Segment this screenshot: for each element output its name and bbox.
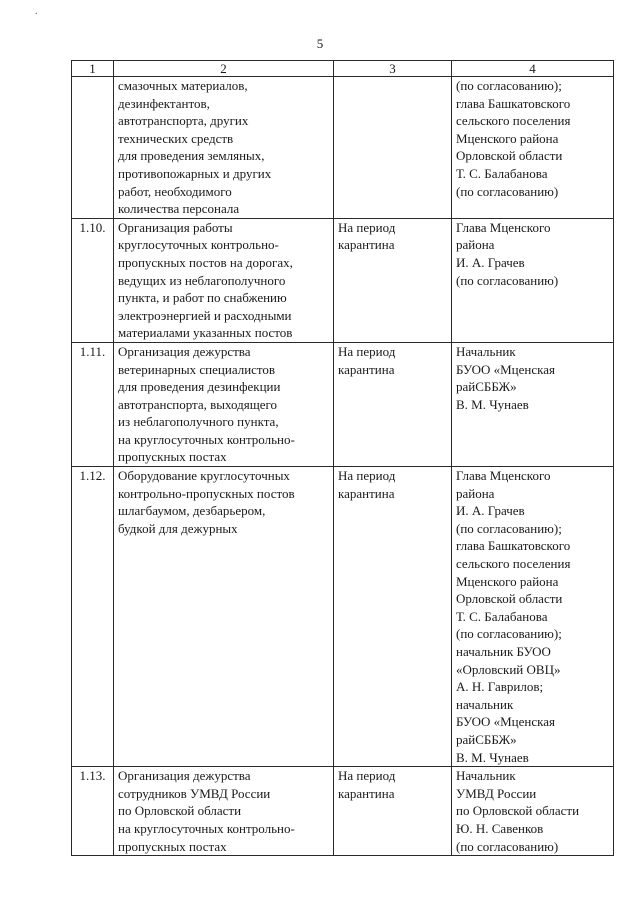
term-cell: На период карантина xyxy=(334,767,452,856)
task-cell: Организация дежурства сотрудников УМВД России по Орловской области на круглосуточных контрольно- пропускных постах xyxy=(114,767,334,856)
term-cell xyxy=(334,77,452,219)
row-number: 1.13. xyxy=(72,767,114,856)
table-row xyxy=(72,77,614,219)
row-number: 1.10. xyxy=(72,218,114,342)
column-header: 1 xyxy=(72,61,114,77)
task-cell: смазочных материалов, дезинфектантов, автотранспорта, других технических средств для проведения земляных, противопожарных и других работ, необходимого количества персонала xyxy=(114,77,334,219)
responsible-cell: Начальник УМВД России по Орловской области Ю. Н. Савенков (по согласованию) xyxy=(452,767,614,856)
term-cell: На период карантина xyxy=(334,467,452,767)
responsible-cell: Глава Мценского района И. А. Грачев (по согласованию); глава Башкатовского сельского поселения Мценского района Орловской области Т. С. Балабанова (по согласованию); начальник БУОО «Орловский ОВЦ» А. Н. Гаврилов; начальник БУОО «Мценская райСББЖ» В. М. Чунаев xyxy=(452,467,614,767)
column-header: 2 xyxy=(114,61,334,77)
term-cell: На период карантина xyxy=(334,218,452,342)
responsible-cell: Глава Мценского района И. А. Грачев (по согласованию) xyxy=(452,218,614,342)
column-header: 4 xyxy=(452,61,614,77)
measures-table xyxy=(71,60,614,856)
column-header: 3 xyxy=(334,61,452,77)
responsible-cell: (по согласованию); глава Башкатовского сельского поселения Мценского района Орловской области Т. С. Балабанова (по согласованию) xyxy=(452,77,614,219)
table-header-row xyxy=(72,61,614,77)
task-cell: Оборудование круглосуточных контрольно-пропускных постов шлагбаумом, дезбарьером, будкой для дежурных xyxy=(114,467,334,767)
row-number xyxy=(72,77,114,219)
task-cell: Организация дежурства ветеринарных специалистов для проведения дезинфекции автотранспорта, выходящего из неблагополучного пункта, на круглосуточных контрольно- пропускных постах xyxy=(114,342,334,466)
responsible-cell: Начальник БУОО «Мценская райСББЖ» В. М. Чунаев xyxy=(452,342,614,466)
row-number: 1.12. xyxy=(72,467,114,767)
page-number: 5 xyxy=(316,36,324,51)
term-cell: На период карантина xyxy=(334,342,452,466)
table-row xyxy=(72,342,614,466)
table-row xyxy=(72,218,614,342)
task-cell: Организация работы круглосуточных контрольно- пропускных постов на дорогах, ведущих из неблагополучного пункта, и работ по снабжению электроэнергией и расходными материалами указанных постов xyxy=(114,218,334,342)
table-row xyxy=(72,467,614,767)
corner-mark: . xyxy=(35,6,38,17)
table-row xyxy=(72,767,614,856)
row-number: 1.11. xyxy=(72,342,114,466)
